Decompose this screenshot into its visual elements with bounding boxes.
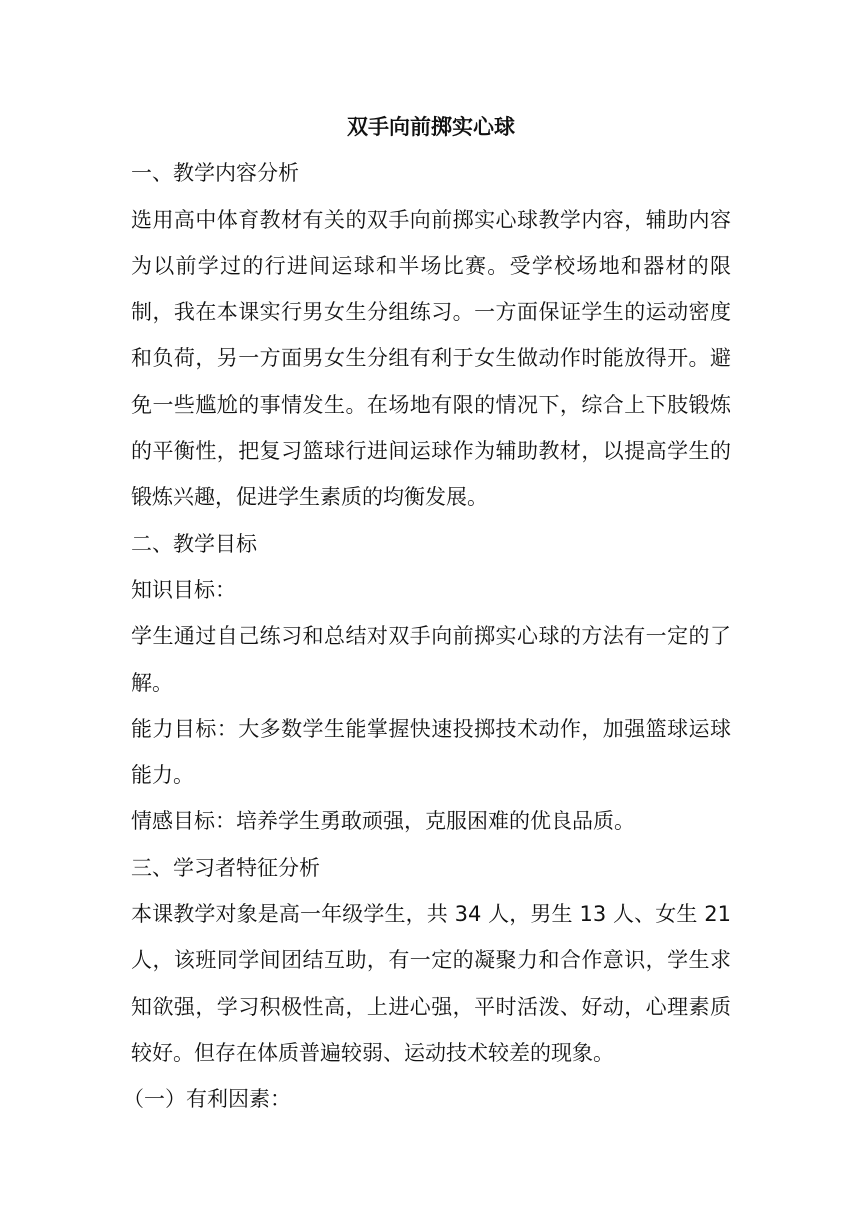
section-heading-content-analysis: 一、教学内容分析 — [131, 161, 299, 186]
paragraph-emotion-goal: 情感目标：培养学生勇敢顽强，克服困难的优良品质。 — [131, 809, 635, 834]
subheading-favorable-factors: （一）有利因素： — [123, 1087, 291, 1112]
paragraph-learner-analysis: 本课教学对象是高一年级学生，共 34 人，男生 13 人、女生 21 人，该班同学间团结互助，有一定的凝聚力和合作意识，学生求知欲强，学习积极性高，上进心强，平时活泼、好动，心理素质较好。但存在体质普遍较弱、运动技术较差的现象。 — [131, 902, 731, 1065]
paragraph-ability-goal: 能力目标：大多数学生能掌握快速投掷技术动作，加强篮球运球能力。 — [131, 716, 731, 788]
paragraph-knowledge-goal-label: 知识目标： — [131, 577, 236, 602]
document-body — [123, 104, 731, 1123]
section-heading-teaching-goals: 二、教学目标 — [131, 531, 257, 556]
document-title: 双手向前掷实心球 — [347, 115, 515, 139]
paragraph-content-analysis: 选用高中体育教材有关的双手向前掷实心球教学内容，辅助内容为以前学过的行进间运球和半场比赛。受学校场地和器材的限制，我在本课实行男女生分组练习。一方面保证学生的运动密度和负荷，另一方面男女生分组有利于女生做动作时能放得开。避免一些尴尬的事情发生。在场地有限的情况下，综合上下肢锻炼的平衡性，把复习篮球行进间运球作为辅助教材，以提高学生的锻炼兴趣，促进学生素质的均衡发展。 — [131, 207, 731, 510]
section-heading-learner-analysis: 三、学习者特征分析 — [131, 855, 320, 880]
paragraph-knowledge-goal: 学生通过自己练习和总结对双手向前掷实心球的方法有一定的了解。 — [131, 624, 731, 695]
